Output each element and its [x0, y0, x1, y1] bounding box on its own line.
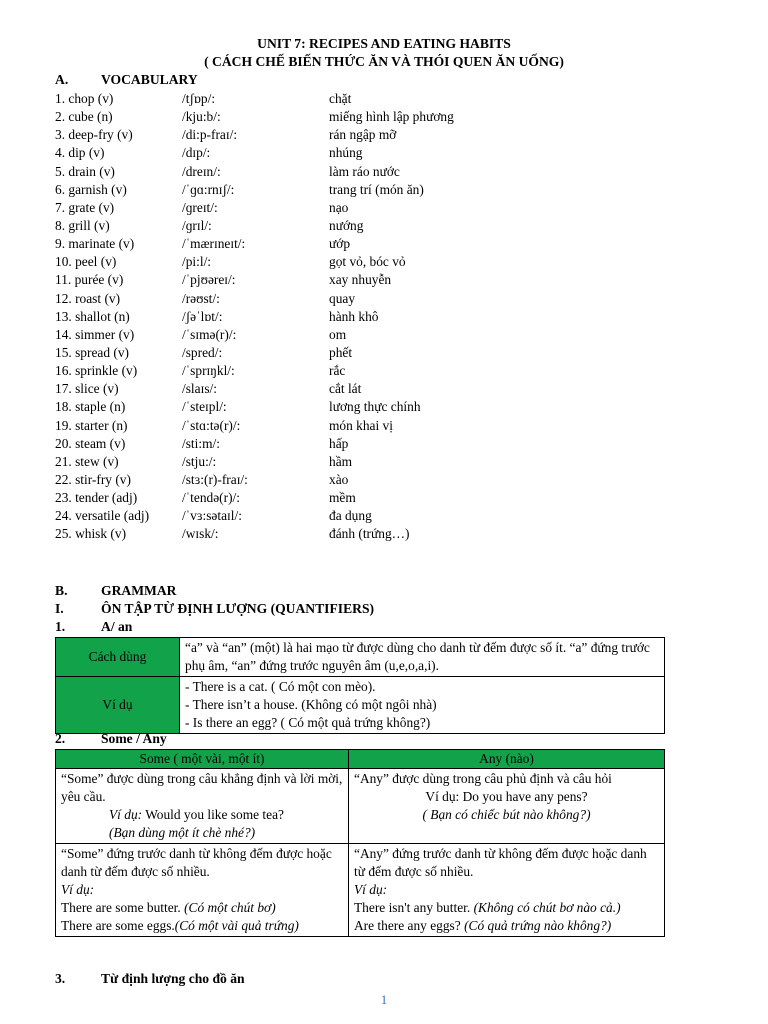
- subsection-2-label: Some / Any: [101, 731, 167, 746]
- example-translation: (Không có chút bơ nào cả.): [473, 900, 621, 915]
- section-b-heading: [55, 583, 455, 601]
- some-any-table: [55, 749, 665, 937]
- vocab-ipa: /tʃɒp/:: [182, 91, 216, 106]
- some-example-1: [61, 899, 343, 917]
- vocab-meaning: gọt vỏ, bóc vỏ: [329, 254, 406, 270]
- vocab-word: 1. chop (v): [55, 91, 114, 106]
- vocab-row: [55, 435, 755, 453]
- example-translation: (Có quả trứng nào không?): [464, 918, 612, 933]
- example-line: - There is a cat. ( Có một con mèo).: [185, 679, 376, 694]
- vocab-row: [55, 271, 755, 289]
- vocab-word: 22. stir-fry (v): [55, 471, 131, 487]
- vocab-meaning: miếng hình lập phương: [329, 109, 454, 125]
- example-sentence: There are some eggs.: [61, 918, 175, 933]
- vocab-row: [55, 163, 755, 181]
- some-noun-text: “Some” đứng trước danh từ không đếm được hoặc danh từ đếm được số nhiều.: [61, 846, 332, 879]
- vocab-row: [55, 199, 755, 217]
- vocab-row: [55, 507, 755, 525]
- vocab-meaning: ướp: [329, 236, 351, 252]
- subsection-3-heading: [55, 971, 455, 989]
- vocab-row: [55, 108, 755, 126]
- vocab-ipa: /di:p-fraɪ/:: [182, 127, 238, 143]
- vocab-row: [55, 471, 755, 489]
- unit-title: UNIT 7: RECIPES AND EATING HABITS: [257, 36, 511, 51]
- subsection-2-heading: [55, 731, 455, 749]
- any-usage-example: Ví dụ: Do you have any pens?: [425, 789, 588, 804]
- a-an-table: [55, 637, 665, 734]
- vocab-word: 24. versatile (adj): [55, 508, 150, 524]
- vocab-ipa: /ɡrɪl/:: [182, 217, 212, 233]
- vocab-ipa: /ˈsɪmə(r)/:: [182, 326, 237, 342]
- vocab-meaning: nướng: [329, 217, 364, 233]
- vocab-word: 25. whisk (v): [55, 526, 127, 542]
- any-usage-text: “Any” được dùng trong câu phủ định và câu hỏi: [354, 771, 612, 786]
- subsection-1-number: 1.: [55, 619, 66, 634]
- subsection-1-heading: [55, 619, 455, 637]
- vocab-meaning: chặt: [329, 91, 352, 106]
- vocab-ipa: /stɜ:(r)-fraɪ/:: [182, 471, 248, 487]
- vocab-meaning: món khai vị: [329, 417, 393, 433]
- example-line: - Is there an egg? ( Có một quả trứng không?): [185, 715, 431, 730]
- vocab-meaning: xay nhuyễn: [329, 272, 392, 288]
- example-sentence: Would you like some tea?: [142, 807, 284, 822]
- any-example-1: [354, 899, 659, 917]
- usage-row: [56, 638, 665, 677]
- vocab-meaning: hấp: [329, 435, 349, 451]
- vocab-ipa: /ˈvɜ:sətaɪl/:: [182, 508, 242, 524]
- vocab-word: 17. slice (v): [55, 381, 119, 397]
- vocab-word: 13. shallot (n): [55, 308, 130, 324]
- section-b-number: B.: [55, 583, 68, 598]
- vocab-ipa: /dɪp/:: [182, 145, 211, 161]
- example-label: Ví dụ:: [354, 882, 388, 897]
- subsection-2-number: 2.: [55, 731, 66, 746]
- example-translation: (Có một vài quả trứng): [174, 918, 299, 933]
- vocab-word: 6. garnish (v): [55, 181, 127, 197]
- noun-type-row: [56, 844, 665, 937]
- vocab-meaning: mềm: [329, 490, 356, 506]
- vocab-row: [55, 181, 755, 199]
- vocab-ipa: /rəʊst/:: [182, 290, 220, 306]
- vocab-ipa: /sti:m/:: [182, 435, 220, 451]
- any-noun-text: “Any” đứng trước danh từ không đếm được hoặc danh từ đếm được số nhiều.: [354, 846, 647, 879]
- vocab-word: 10. peel (v): [55, 254, 117, 270]
- usage-text-cell: “a” và “an” (một) là hai mạo từ được dùng cho danh từ đếm được số ít. “a” đứng trước phụ âm, “an” đứng trước nguyên âm (u,e,o,a,i).: [180, 638, 665, 677]
- some-example-2: [61, 917, 343, 935]
- section-a-heading: [55, 72, 455, 90]
- vocab-word: 20. steam (v): [55, 435, 126, 451]
- vocabulary-list: [55, 90, 755, 544]
- vocab-row: [55, 398, 755, 416]
- vocab-ipa: /ˈsteɪpl/:: [182, 399, 227, 415]
- vocab-ipa: /ɡreɪt/:: [182, 199, 218, 215]
- vocab-meaning: đánh (trứng…): [329, 526, 410, 542]
- vocab-word: 2. cube (n): [55, 109, 113, 125]
- vocab-ipa: /stju:/:: [182, 453, 217, 469]
- vocab-meaning: rắc: [329, 363, 346, 379]
- vocab-word: 3. deep-fry (v): [55, 127, 133, 143]
- unit-subtitle: ( CÁCH CHẾ BIẾN THỨC ĂN VÀ THÓI QUEN ĂN UỐNG): [204, 54, 564, 69]
- header-row: [56, 750, 665, 769]
- some-usage-translation: (Bạn dùng một ít chè nhé?): [109, 825, 256, 840]
- any-usage-translation: ( Bạn có chiếc bút nào không?): [422, 807, 591, 822]
- example-row: [56, 677, 665, 734]
- vocab-meaning: phết: [329, 344, 353, 360]
- vocab-word: 9. marinate (v): [55, 236, 135, 252]
- vocab-meaning: đa dụng: [329, 508, 372, 524]
- vocab-word: 19. starter (n): [55, 417, 128, 433]
- vocab-word: 11. purée (v): [55, 272, 124, 288]
- vocab-word: 4. dip (v): [55, 145, 105, 161]
- example-label-cell: Ví dụ: [56, 677, 180, 734]
- vocab-row: [55, 235, 755, 253]
- section-i-label: ÔN TẬP TỪ ĐỊNH LƯỢNG (QUANTIFIERS): [101, 601, 375, 616]
- example-sentence: There are some butter.: [61, 900, 185, 915]
- example-translation: (Có một chút bơ): [184, 900, 276, 915]
- vocab-meaning: xào: [329, 471, 349, 487]
- vocab-ipa: /ˈmærɪneɪt/:: [182, 236, 246, 252]
- vocab-row: [55, 90, 755, 108]
- vocab-ipa: /dreɪn/:: [182, 163, 221, 179]
- vocab-meaning: trang trí (món ăn): [329, 181, 424, 197]
- vocab-row: [55, 144, 755, 162]
- usage-label-cell: Cách dùng: [56, 638, 180, 677]
- vocab-word: 14. simmer (v): [55, 326, 135, 342]
- example-sentence: Are there any eggs?: [354, 918, 465, 933]
- vocab-row: [55, 489, 755, 507]
- vocab-row: [55, 253, 755, 271]
- vocab-row: [55, 217, 755, 235]
- vocab-meaning: om: [329, 326, 347, 342]
- vocab-word: 12. roast (v): [55, 290, 121, 306]
- some-usage-cell: [56, 769, 349, 844]
- vocab-word: 5. drain (v): [55, 163, 115, 179]
- vocab-row: [55, 380, 755, 398]
- vocab-row: [55, 525, 755, 543]
- vocab-ipa: /ˈtendə(r)/:: [182, 490, 240, 506]
- subsection-1-label: A/ an: [101, 619, 133, 634]
- some-usage-text: “Some” được dùng trong câu khẳng định và lời mời, yêu cầu.: [61, 771, 343, 804]
- vocab-ipa: /slaɪs/:: [182, 381, 217, 397]
- example-text-cell: [180, 677, 665, 734]
- vocab-meaning: nạo: [329, 199, 349, 215]
- section-a-label: VOCABULARY: [101, 72, 198, 87]
- vocab-ipa: /wɪsk/:: [182, 526, 219, 542]
- subsection-3-number: 3.: [55, 971, 66, 986]
- vocab-row: [55, 326, 755, 344]
- vocab-ipa: /ˈɡɑ:rnɪʃ/:: [182, 181, 235, 197]
- vocab-meaning: rán ngập mỡ: [329, 127, 397, 143]
- vocab-ipa: /pi:l/:: [182, 254, 212, 270]
- any-example-2: [354, 917, 659, 935]
- vocab-meaning: quay: [329, 290, 356, 306]
- any-header-cell: Any (nào): [349, 750, 665, 769]
- section-i-heading: [55, 601, 555, 619]
- any-usage-cell: [349, 769, 665, 844]
- vocab-word: 16. sprinkle (v): [55, 363, 138, 379]
- vocab-meaning: làm ráo nước: [329, 163, 400, 179]
- vocab-row: [55, 362, 755, 380]
- vocab-row: [55, 308, 755, 326]
- vocab-word: 7. grate (v): [55, 199, 115, 215]
- any-noun-cell: [349, 844, 665, 937]
- example-sentence: There isn't any butter.: [354, 900, 474, 915]
- vocab-ipa: /ˈpjʊəreɪ/:: [182, 272, 236, 288]
- page-number: 1: [380, 992, 388, 1007]
- vocab-meaning: nhúng: [329, 145, 363, 161]
- vocab-ipa: /kju:b/:: [182, 109, 221, 125]
- vocab-word: 23. tender (adj): [55, 490, 138, 506]
- section-b-label: GRAMMAR: [101, 583, 177, 598]
- vocab-row: [55, 417, 755, 435]
- vocab-ipa: /ˈsprɪŋkl/:: [182, 363, 235, 379]
- some-noun-cell: [56, 844, 349, 937]
- vocab-meaning: lương thực chính: [329, 399, 421, 415]
- section-a-number: A.: [55, 72, 69, 87]
- vocab-ipa: /spred/:: [182, 344, 223, 360]
- vocab-row: [55, 290, 755, 308]
- vocab-row: [55, 344, 755, 362]
- example-label: Ví dụ:: [61, 882, 95, 897]
- some-header-cell: Some ( một vài, một ít): [56, 750, 349, 769]
- vocab-row: [55, 126, 755, 144]
- vocab-word: 18. staple (n): [55, 399, 126, 415]
- vocab-row: [55, 453, 755, 471]
- vocab-meaning: hành khô: [329, 308, 379, 324]
- subsection-3-label: Từ định lượng cho đồ ăn: [101, 971, 245, 986]
- usage-row: [56, 769, 665, 844]
- some-usage-example: [61, 806, 343, 824]
- example-line: - There isn’t a house. (Không có một ngôi nhà): [185, 697, 437, 712]
- example-label: Ví dụ:: [109, 807, 143, 822]
- vocab-ipa: /ˈstɑ:tə(r)/:: [182, 417, 241, 433]
- vocab-meaning: hầm: [329, 453, 353, 469]
- vocab-word: 8. grill (v): [55, 217, 110, 233]
- vocab-ipa: /ʃəˈlɒt/:: [182, 308, 223, 324]
- vocab-meaning: cắt lát: [329, 381, 362, 397]
- vocab-word: 15. spread (v): [55, 344, 129, 360]
- vocab-word: 21. stew (v): [55, 453, 119, 469]
- section-i-number: I.: [55, 601, 64, 616]
